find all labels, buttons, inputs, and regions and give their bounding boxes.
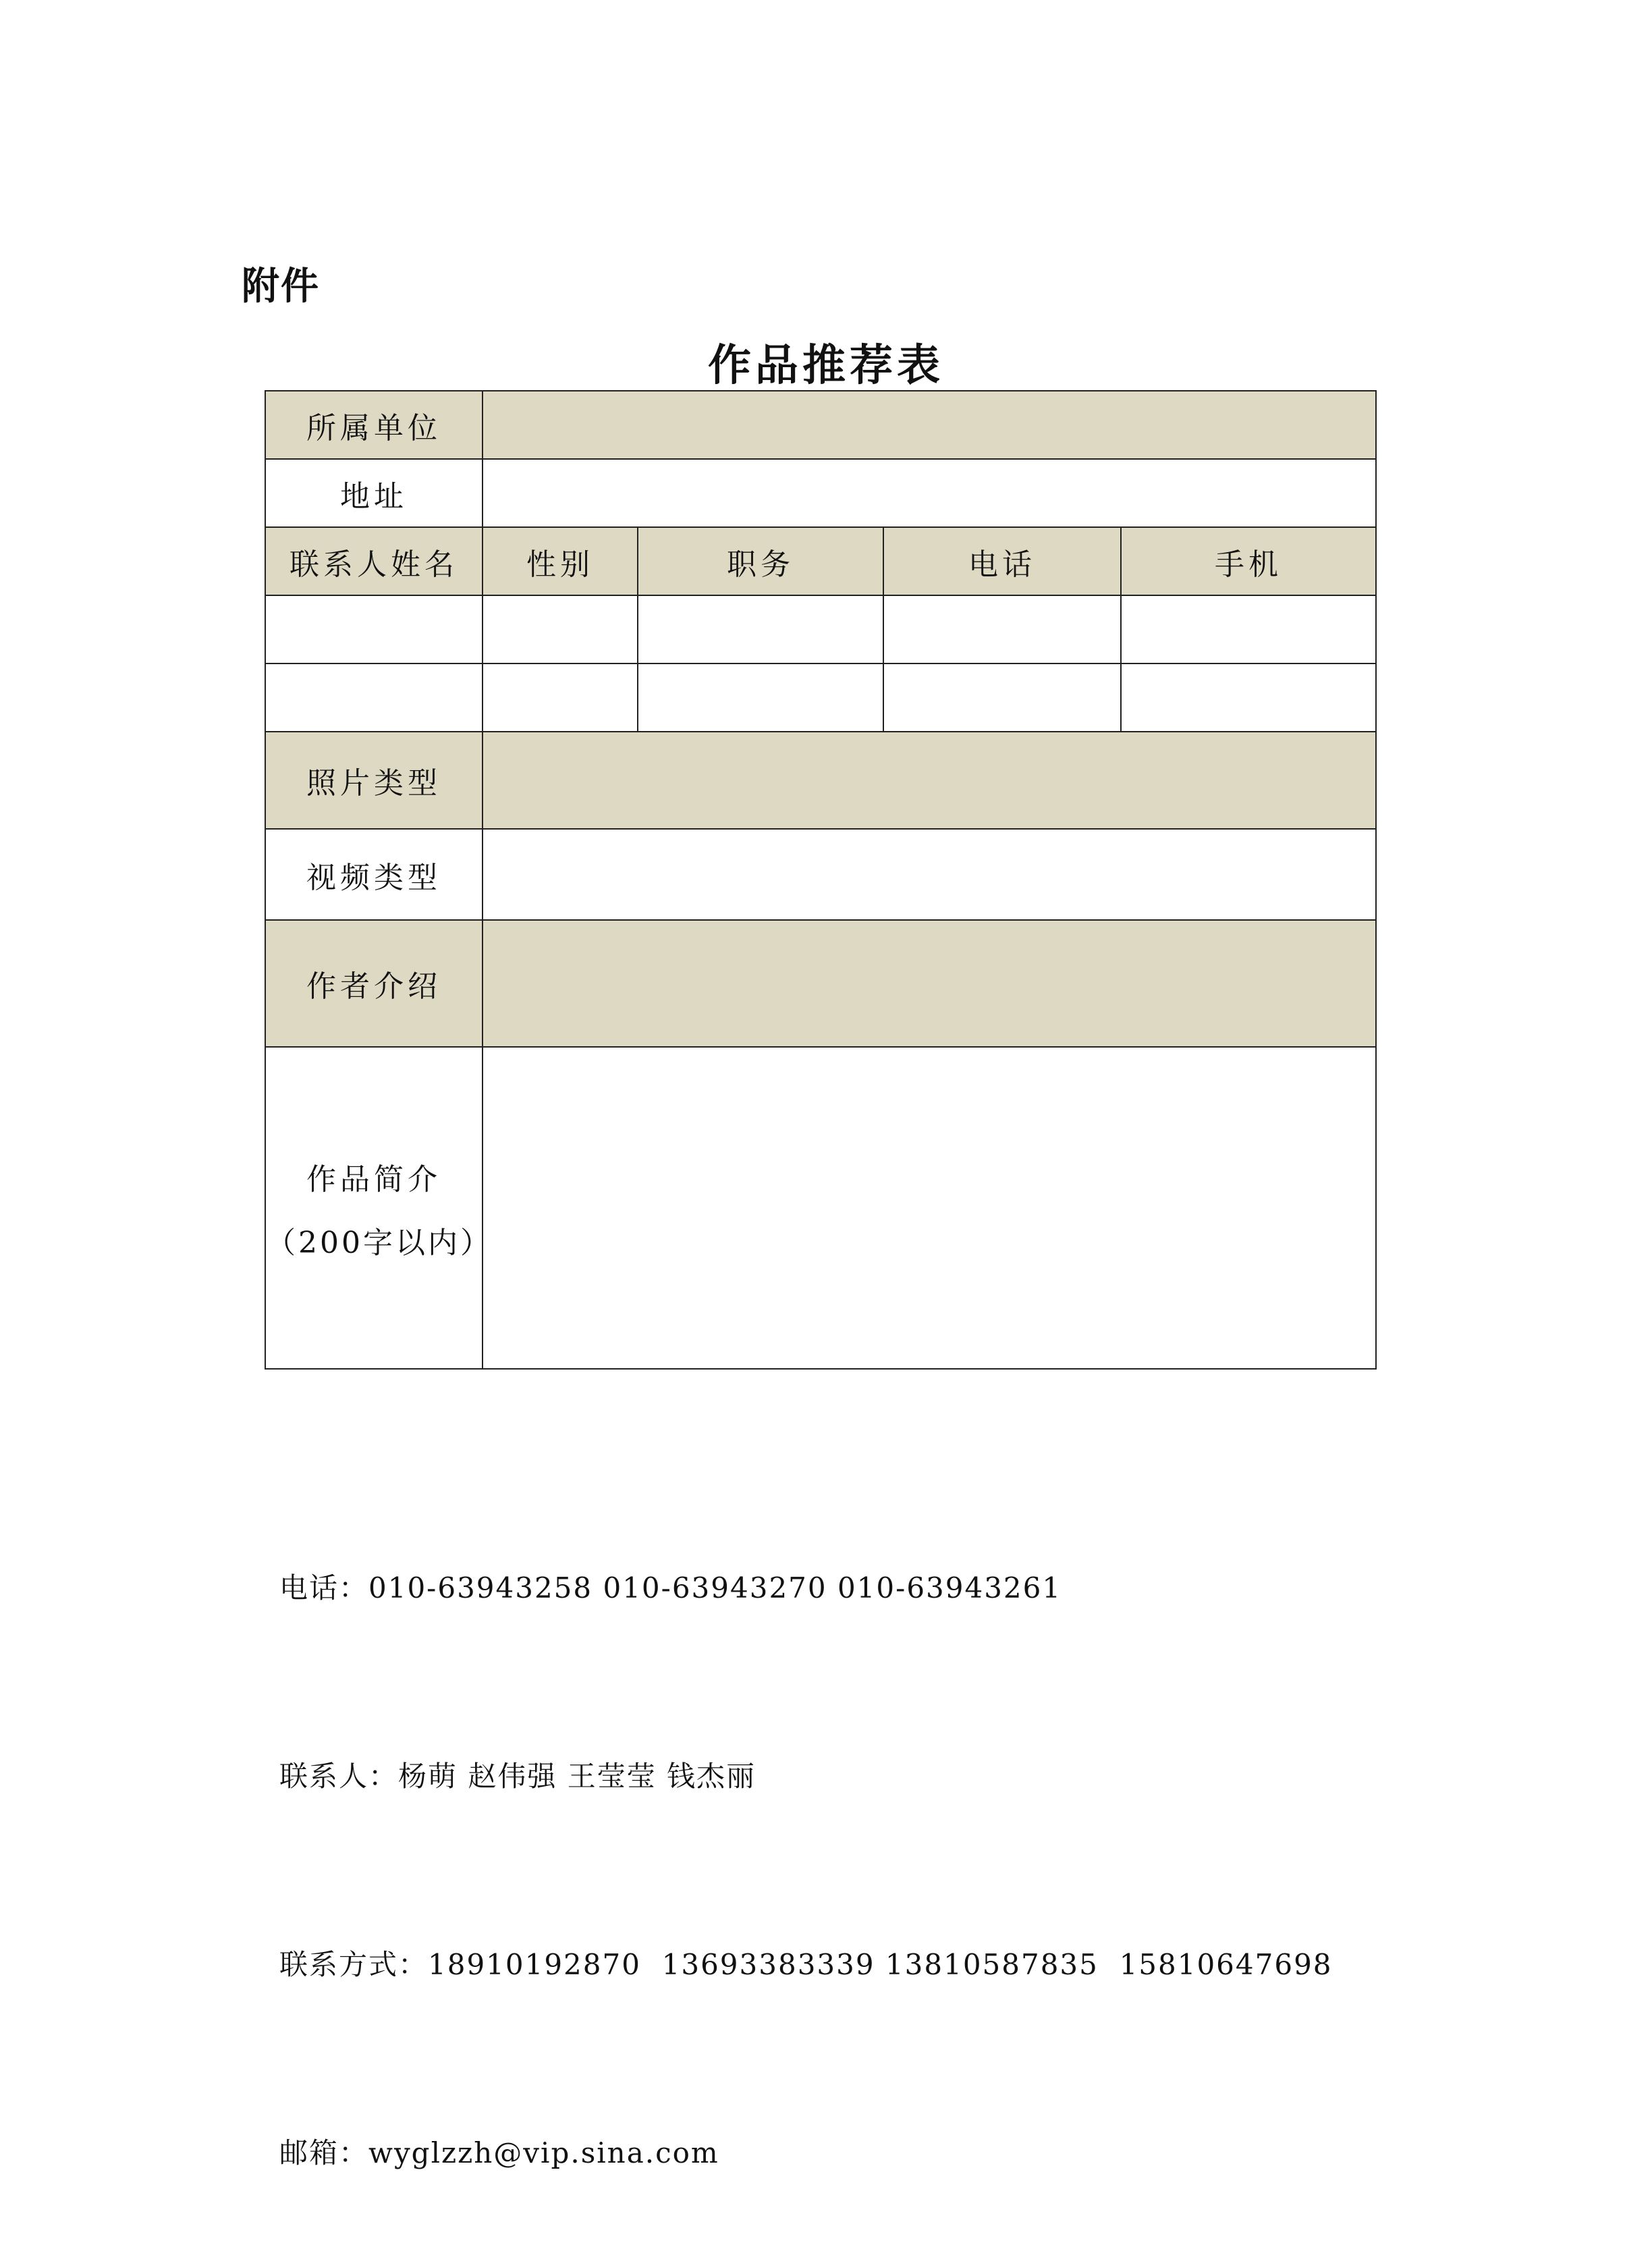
phone-cell[interactable] [883,595,1121,664]
gender-header: 性别 [483,527,638,595]
author-intro-label: 作者介绍 [265,920,483,1047]
phone-line: 电话：010-63943258 010-63943270 010-63943261 [279,1571,1062,1604]
contact-row [265,664,1376,732]
form-title: 作品推荐表 [708,341,944,391]
photo-type-label: 照片类型 [265,732,483,829]
attachment-label: 附件 [242,265,320,308]
mobile-header: 手机 [1121,527,1376,595]
contact-name-cell[interactable] [265,595,483,664]
contact-row [265,595,1376,664]
phone-cell[interactable] [883,664,1121,732]
contact-name-cell[interactable] [265,664,483,732]
address-input-cell[interactable] [483,459,1376,527]
position-header: 职务 [638,527,883,595]
address-label: 地址 [265,459,483,527]
gender-cell[interactable] [483,595,638,664]
video-type-input-cell[interactable] [483,829,1376,920]
position-cell[interactable] [638,595,883,664]
work-intro-label-cell [265,1047,493,1369]
email-line: 邮箱：wyglzzh@vip.sina.com [279,2136,719,2169]
recommendation-form-table [265,390,1377,1370]
unit-label: 所属单位 [265,391,483,459]
video-type-label: 视频类型 [265,829,483,920]
mobile-cell[interactable] [1121,595,1376,664]
contact-footer [279,1431,1333,2247]
photo-type-row [265,732,1376,829]
address-row [265,459,1376,527]
author-intro-input-cell[interactable] [483,920,1376,1047]
author-intro-row [265,920,1376,1047]
phone-header: 电话 [883,527,1121,595]
unit-input-cell[interactable] [483,391,1376,459]
work-intro-label: 作品简介 [306,1162,441,1197]
mobile-line: 联系方式：18910192870 13693383339 13810587835 15810647698 [279,1948,1333,1981]
contact-header-row [265,527,1376,595]
contact-name-header: 联系人姓名 [265,527,483,595]
video-type-row [265,829,1376,920]
gender-cell[interactable] [483,664,638,732]
contacts-line: 联系人：杨萌 赵伟强 王莹莹 钱杰丽 [279,1760,756,1793]
photo-type-input-cell[interactable] [483,732,1376,829]
work-intro-note: （200字以内） [266,1225,493,1260]
work-intro-input-cell[interactable] [483,1047,1376,1369]
position-cell[interactable] [638,664,883,732]
unit-row [265,391,1376,459]
mobile-cell[interactable] [1121,664,1376,732]
work-intro-row [265,1047,1376,1369]
